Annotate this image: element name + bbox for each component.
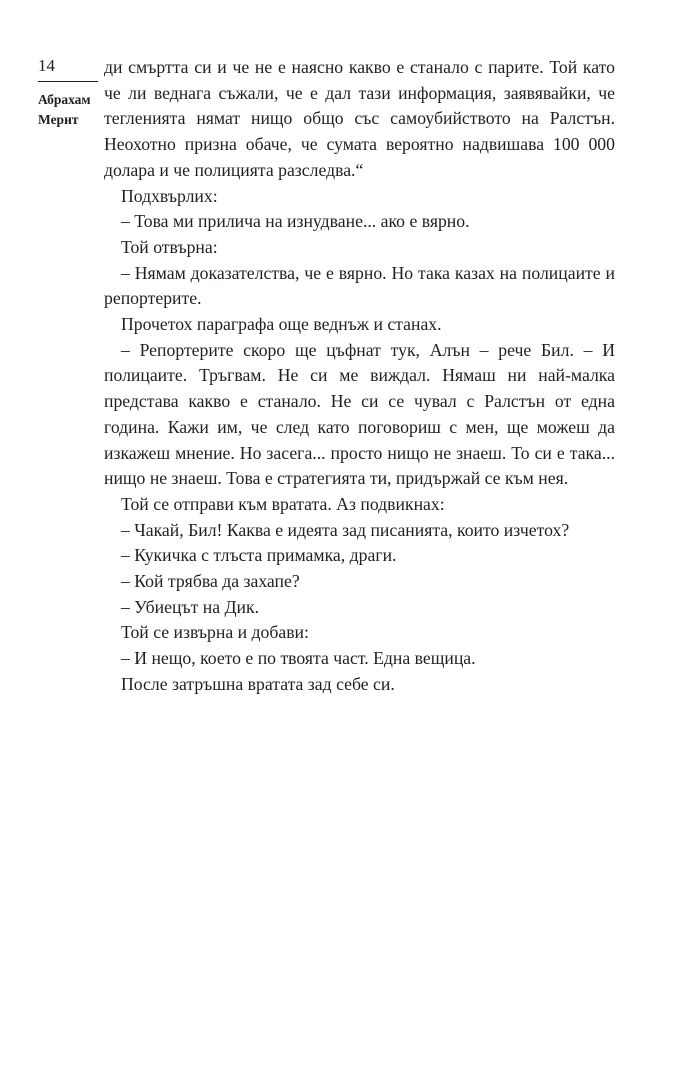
paragraph-continuation: ди смъртта си и че не е наясно какво е станало с парите. Той като че ли веднага съжали, че е дал тази информация, заявявайки, че тегленията нямат нищо общо със самоубийството на Ралстън. Неохотно призна обаче, че сумата вероятно надвишава 100 000 долара и че полицията разследва.“	[104, 57, 615, 180]
dialogue-line: – Чакай, Бил! Каква е идеята зад писанията, които изчетох?	[120, 519, 570, 540]
page-number: 14	[38, 56, 55, 75]
paragraph: Подхвърлих:	[120, 185, 218, 206]
dialogue-line: – Кой трябва да захапе?	[120, 571, 300, 592]
page-margin	[38, 56, 100, 130]
dialogue-line: – И нещо, което е по твоята част. Една вещица.	[120, 648, 476, 669]
running-head-author-last: Мерит	[38, 112, 79, 127]
margin-rule	[38, 81, 98, 82]
paragraph: Прочетох параграфа още веднъж и станах.	[120, 314, 442, 335]
body-text	[104, 55, 615, 698]
dialogue-line: – Нямам доказателства, че е вярно. Но така казах на полицаите и репортерите.	[104, 262, 615, 309]
running-head-author-first: Абрахам	[38, 92, 91, 107]
dialogue-line: – Това ми прилича на изнудване... ако е вярно.	[120, 211, 470, 232]
paragraph: Той се извърна и добави:	[120, 622, 309, 643]
dialogue-line: – Репортерите скоро ще цъфнат тук, Алън – рече Бил. – И полицаите. Тръгвам. Не си ме виждал. Нямаш ни най-малка представа какво е станало. Не си се чувал с Ралстън от една година. Кажи им, че след като поговориш с мен, ще можеш да изкажеш мнение. Но засега... просто нищо не знаеш. То си е така... нищо не знаеш. Това е стратегията ти, придържай се към нея.	[104, 339, 615, 489]
paragraph: После затръшна вратата зад себе си.	[120, 673, 395, 694]
dialogue-line: – Кукичка с тлъста примамка, драги.	[120, 545, 397, 566]
paragraph: Той се отправи към вратата. Аз подвикнах:	[120, 493, 445, 514]
running-head	[38, 90, 100, 130]
dialogue-line: – Убиецът на Дик.	[120, 596, 260, 617]
paragraph: Той отвърна:	[120, 236, 218, 257]
